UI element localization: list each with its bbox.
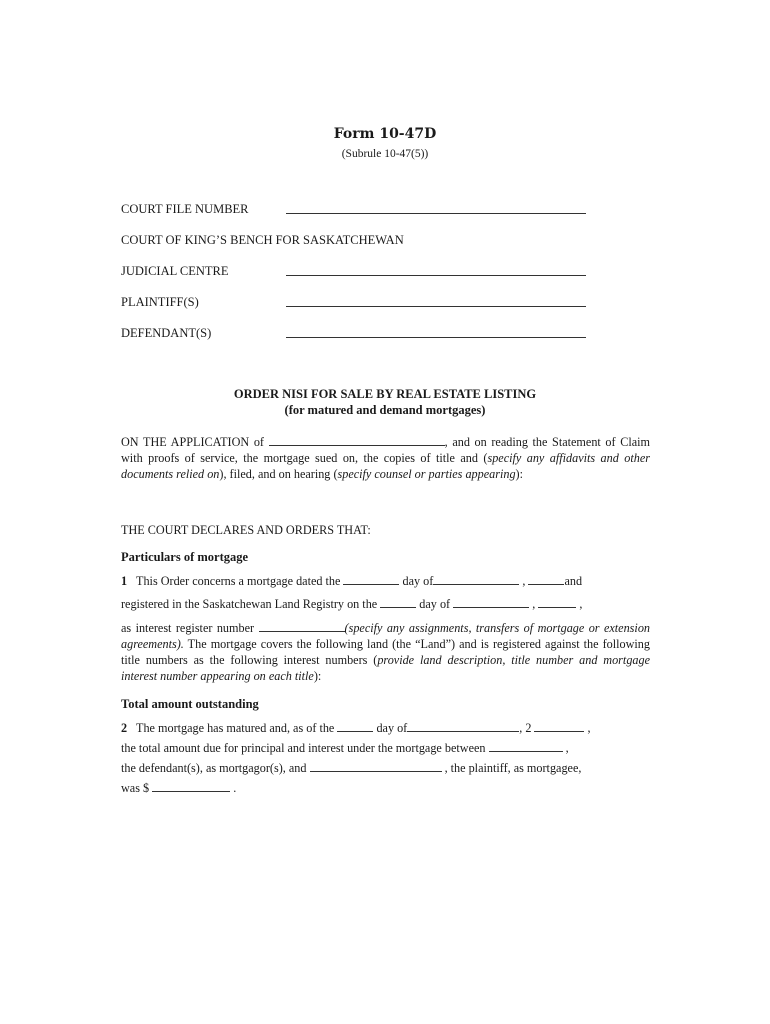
court-name: COURT OF KING’S BENCH FOR SASKATCHEWAN (121, 233, 404, 247)
total-text: The mortgage has matured and, as of the (136, 721, 335, 735)
particulars-text: , (579, 597, 583, 611)
mortgage-month-field[interactable] (433, 574, 519, 585)
total-text: the total amount due for principal and interest under the mortgage between (121, 741, 486, 755)
total-text: was $ (121, 781, 150, 795)
intro-text-1: ON THE APPLICATION of (121, 435, 264, 449)
applicant-field[interactable] (269, 435, 445, 446)
particulars-line-1 (121, 574, 650, 589)
total-month-field[interactable] (407, 721, 519, 732)
declares-text: THE COURT DECLARES AND ORDERS THAT: (121, 523, 371, 537)
particulars-line-2 (121, 597, 650, 612)
defendants-field[interactable] (286, 337, 586, 338)
order-title: ORDER NISI FOR SALE BY REAL ESTATE LISTING (233, 387, 537, 401)
particulars-text: ): (313, 669, 322, 683)
total-text: , the plaintiff, as mortgagee, (444, 761, 582, 775)
mortgagor-field[interactable] (489, 741, 563, 752)
particulars-text: registered in the Saskatchewan Land Registry on the (121, 597, 378, 611)
form-subtitle: (Subrule 10-47(5)) (341, 148, 429, 160)
total-text: , (565, 741, 569, 755)
registration-month-field[interactable] (453, 597, 529, 608)
particulars-text: This Order concerns a mortgage dated the (136, 574, 341, 588)
total-heading: Total amount outstanding (121, 697, 259, 711)
particulars-paragraph (121, 620, 650, 684)
particulars-text: The mortgage covers the following land (the “Land”) and is registered against the following title numbers as the following interest numbers ( (121, 637, 650, 667)
plaintiffs-field[interactable] (286, 306, 586, 307)
judicial-centre-label: JUDICIAL CENTRE (121, 264, 229, 278)
defendants-label: DEFENDANT(S) (121, 326, 212, 340)
particulars-heading: Particulars of mortgage (121, 550, 249, 564)
intro-text-3: specify any affidavits and other documents relied on (121, 451, 650, 481)
total-text: . (233, 781, 237, 795)
particulars-text: as interest register number (121, 621, 255, 635)
total-line-1 (121, 721, 650, 736)
total-amount-field[interactable] (152, 781, 230, 792)
mortgage-year-field[interactable] (528, 574, 564, 585)
judicial-centre-field[interactable] (286, 275, 586, 276)
total-text: , 2 (519, 721, 532, 735)
form-title: Form 10-47D (333, 126, 437, 142)
particulars-text: , (522, 574, 526, 588)
particulars-italic-text: (specify any assignments, transfers of mortgage or extension agreements). (121, 621, 651, 651)
particulars-italic-text: provide land description, title number and mortgage interest number appearing on each title (121, 653, 651, 683)
court-file-number-label: COURT FILE NUMBER (121, 202, 249, 216)
order-subtitle: (for matured and demand mortgages) (284, 403, 486, 417)
intro-text-6: ): (515, 467, 523, 481)
total-text: , (587, 721, 591, 735)
interest-register-number-field[interactable] (259, 621, 345, 632)
registration-day-field[interactable] (380, 597, 416, 608)
particulars-text: and (564, 574, 583, 588)
intro-text-5: specify counsel or parties appearing (337, 467, 516, 481)
intro-paragraph (121, 434, 650, 482)
intro-text-4: ), filed, and on hearing ( (219, 467, 338, 481)
mortgage-day-field[interactable] (343, 574, 399, 585)
particulars-text: , (532, 597, 536, 611)
total-text: the defendant(s), as mortgagor(s), and (121, 761, 307, 775)
total-day-field[interactable] (337, 721, 373, 732)
total-line-2 (121, 741, 650, 756)
plaintiffs-label: PLAINTIFF(S) (121, 295, 199, 309)
total-year-field[interactable] (534, 721, 584, 732)
paragraph-number-1: 1 (121, 574, 128, 588)
total-line-4 (121, 781, 650, 796)
intro-text-2: , and on reading the Statement of Claim with proofs of service, the mortgage sued on, the copies of title and ( (121, 435, 651, 465)
paragraph-number-2: 2 (121, 721, 128, 735)
plaintiff-mortgagee-field[interactable] (310, 761, 442, 772)
court-file-number-field[interactable] (286, 213, 586, 214)
total-text: day of (376, 721, 408, 735)
particulars-text: day of (419, 597, 451, 611)
particulars-text: day of (402, 574, 434, 588)
registration-year-field[interactable] (538, 597, 576, 608)
total-line-3 (121, 761, 650, 776)
